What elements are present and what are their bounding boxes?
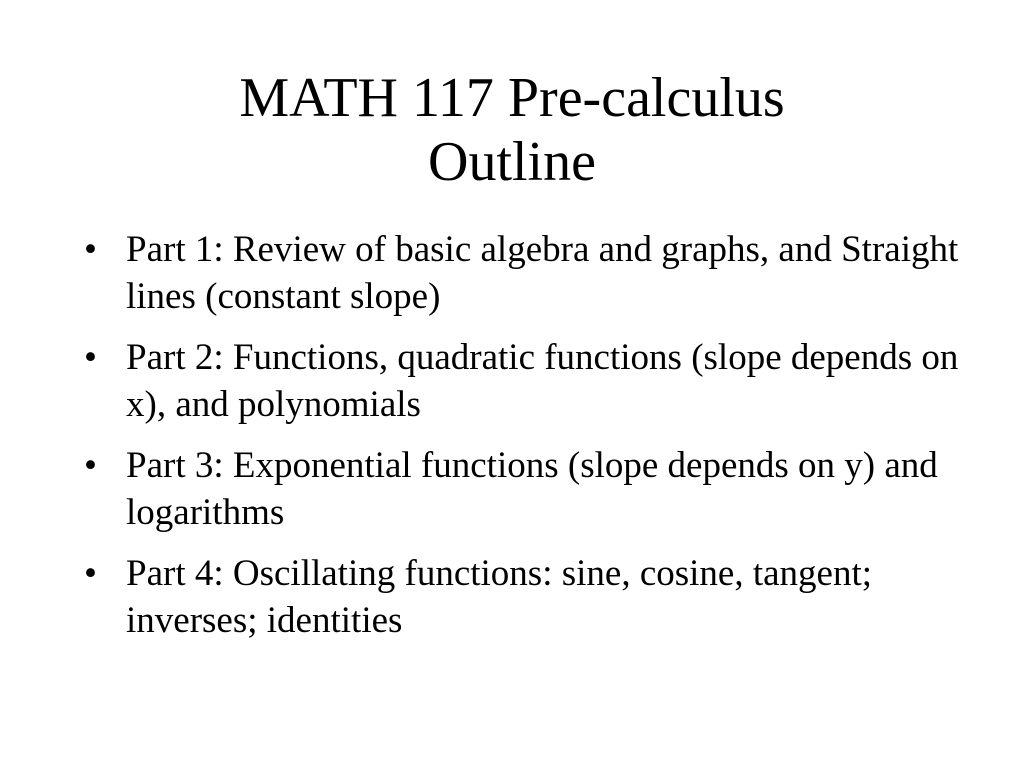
outline-item-part-2	[84, 334, 964, 428]
outline-item-text: Part 3: Exponential functions (slope depends on y) and logarithms	[126, 445, 938, 533]
title-line-1: MATH 117 Pre-calculus	[239, 67, 785, 129]
slide-title	[0, 66, 1024, 194]
outline-list	[84, 226, 964, 658]
bullet-icon: •	[84, 229, 97, 270]
outline-item-part-3	[84, 442, 964, 536]
bullet-icon: •	[84, 337, 97, 378]
bullet-icon: •	[84, 445, 97, 486]
outline-item-text: Part 2: Functions, quadratic functions (slope depends on x), and polynomials	[126, 337, 959, 425]
outline-item-text: Part 1: Review of basic algebra and graphs, and Straight lines (constant slope)	[126, 229, 959, 317]
outline-item-text: Part 4: Oscillating functions: sine, cosine, tangent; inverses; identities	[126, 553, 873, 641]
bullet-icon: •	[84, 553, 97, 594]
title-line-2: Outline	[428, 131, 596, 193]
outline-item-part-1	[84, 226, 964, 320]
outline-item-part-4	[84, 550, 964, 644]
